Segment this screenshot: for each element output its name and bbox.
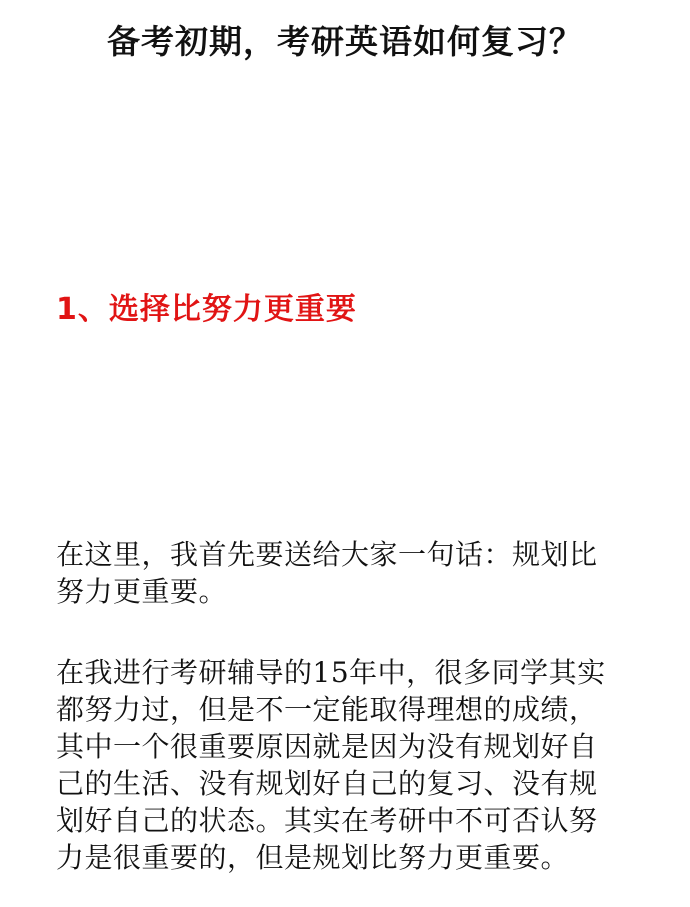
paragraph-line: 努力更重要。 [56, 575, 228, 608]
section-heading: 1、选择比努力更重要 [56, 292, 357, 327]
paragraph-line: 在我进行考研辅导的15年中，很多同学其实 [56, 656, 606, 689]
paragraph-line: 划好自己的状态。其实在考研中不可否认努 [56, 804, 598, 837]
paragraph-body [56, 654, 646, 876]
paragraph-line: 己的生活、没有规划好自己的复习、没有规 [56, 767, 598, 800]
paragraph-intro [56, 536, 646, 610]
paragraph-line: 力是很重要的，但是规划比努力更重要。 [56, 841, 570, 874]
paragraph-line: 其中一个很重要原因就是因为没有规划好自 [56, 730, 598, 763]
paragraph-line: 在这里，我首先要送给大家一句话：规划比 [56, 538, 598, 571]
page-title: 备考初期，考研英语如何复习？ [107, 22, 583, 61]
paragraph-line: 都努力过，但是不一定能取得理想的成绩， [56, 693, 598, 726]
